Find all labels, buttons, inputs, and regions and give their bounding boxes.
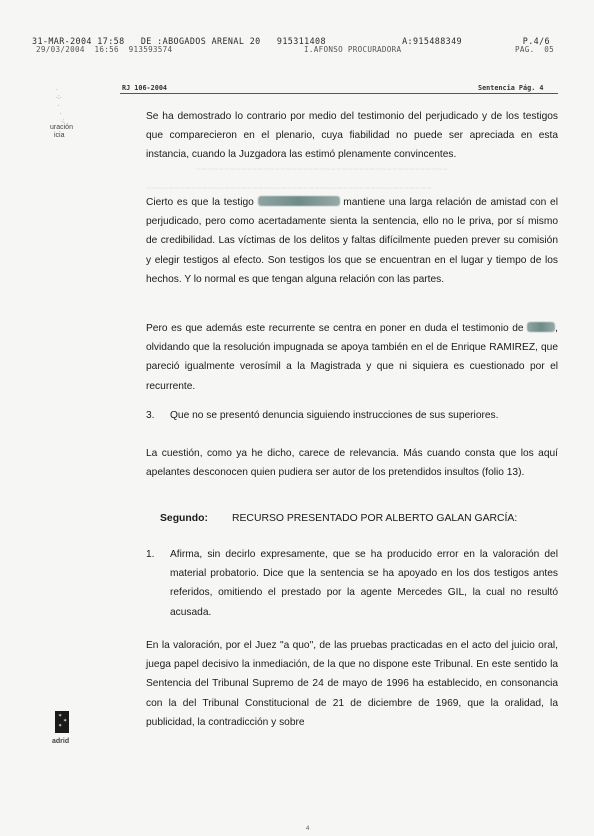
fax-from: DE :ABOGADOS ARENAL 20: [140, 36, 261, 46]
margin-label-2: icia: [54, 132, 65, 139]
numbered-item-3: [146, 406, 558, 425]
redacted-name-2: [527, 322, 555, 332]
fax2-to: I.AFONSO PROCURADORA: [303, 45, 402, 54]
paragraph-text: Se ha demostrado lo contrario por medio del testimonio del perjudicado y de los testigos que comparecieron en el plenario, cuya fiabilidad no puede ser apreciada en esta instancia, cuando la Juzgadora las estimó plenamente convincentes.: [146, 111, 558, 161]
paragraph-relevance-text: La cuestión, como ya he dicho, carece de relevancia. Más cuando consta que los aquí apelantes desconocen quien pudiera ser autor de los pretendidos insultos (folio 13).: [146, 448, 558, 479]
paragraph-witness-text: [146, 193, 558, 289]
paragraph-witness-start: Cierto es que la testigo: [146, 197, 254, 208]
section-label-segundo: Segundo:: [160, 513, 208, 524]
page-footer-mark: 4: [306, 826, 310, 832]
item-number: 3.: [146, 410, 155, 421]
paragraph-valoracion-text: En la valoración, por el Juez "a quo", de las pruebas practicadas en el acto del juicio oral, juega papel decisivo la inmediación, de la que no dispone este Tribunal. En este sentido la Sentencia del Tribunal Supremo de 24 de mayo de 1996 ha establecido, en consonancia con la del Tribunal Constitucional de 21 de diciembre de 1969, que la oralidad, la publicidad, la contradicción y sobre: [146, 640, 558, 728]
paragraph-appellant-text: [146, 319, 558, 396]
margin-label-1: uración: [50, 124, 73, 131]
show-through-2: ~~~~~~~~~~~~~~~~~~~~~~~~~~~~~~~~~~~~~~~~~~~~~~~~~~~: [146, 183, 432, 194]
redacted-name: [258, 196, 340, 206]
fax-to: A:915488349: [402, 36, 462, 46]
header-rule: [120, 93, 558, 94]
paragraph-relevance: [146, 444, 558, 482]
item-number-1: 1.: [146, 549, 155, 560]
fax-phone: 915311408: [276, 36, 326, 46]
paragraph-valoracion: [146, 636, 558, 732]
fax-timestamp: 31-MAR-2004 17:58: [32, 36, 125, 46]
margin-emblem: · ·:· · · ·:: [56, 87, 65, 125]
fax2-page: PAG. 05: [515, 45, 554, 54]
fax2-timestamp: 29/03/2004 16:56: [36, 45, 119, 54]
case-reference: RJ 106-2004: [122, 84, 168, 92]
show-through-1: ~~~~~~~~~~~~~~~~~~~~~~~~~~~~~~~~~~~~~~~~~~~~~: [196, 164, 449, 175]
page-header-right: Sentencia Pág. 4: [478, 84, 544, 92]
section-title-recurso: RECURSO PRESENTADO POR ALBERTO GALAN GARCÍA:: [232, 513, 518, 524]
item-text: Que no se presentó denuncia siguiendo instrucciones de sus superiores.: [170, 410, 499, 421]
paragraph-appellant-rest: , olvidando que la resolución impugnada se apoya también en el de Enrique RAMIREZ, que pareció igualmente verosímil a la Magistrada y que ni siquiera es cuestionado por el recurrente.: [146, 323, 558, 392]
paragraph-appellant-start: Pero es que además este recurrente se centra en poner en duda el testimonio de: [146, 323, 524, 334]
paragraph-witness: [146, 193, 558, 289]
paragraph-testimony: [146, 107, 558, 165]
fax-header-line-2: [36, 45, 576, 54]
paragraph-witness-rest: mantiene una larga relación de amistad con el perjudicado, pero como acertadamente sienta la sentencia, ello no le priva, por sí mismo de credibilidad. Las víctimas de los delitos y faltas difícilmente pueden prever su comisión y elegir testigos al efecto. Son testigos los que se encuentran en el lugar y tiempo de los hechos. Y lo normal es que tengan alguna relación con las partes.: [146, 197, 558, 285]
fax-page: P.4/6: [522, 36, 550, 46]
margin-label-madrid: adrid: [52, 738, 70, 745]
paragraph-appellant: [146, 319, 558, 396]
numbered-item-1: [146, 545, 558, 622]
fax2-phone: 913593574: [128, 45, 173, 54]
item-text-1: Afirma, sin decirlo expresamente, que se ha producido error en la valoración del material probatorio. Dice que la sentencia se ha apoyado en los dos testigos antes referidos, omitiendo el prestado por la agente Mercedes GIL, la cual no resultó acusada.: [170, 549, 558, 618]
comunidad-madrid-logo: ✶ ✶ ✶: [55, 711, 69, 733]
